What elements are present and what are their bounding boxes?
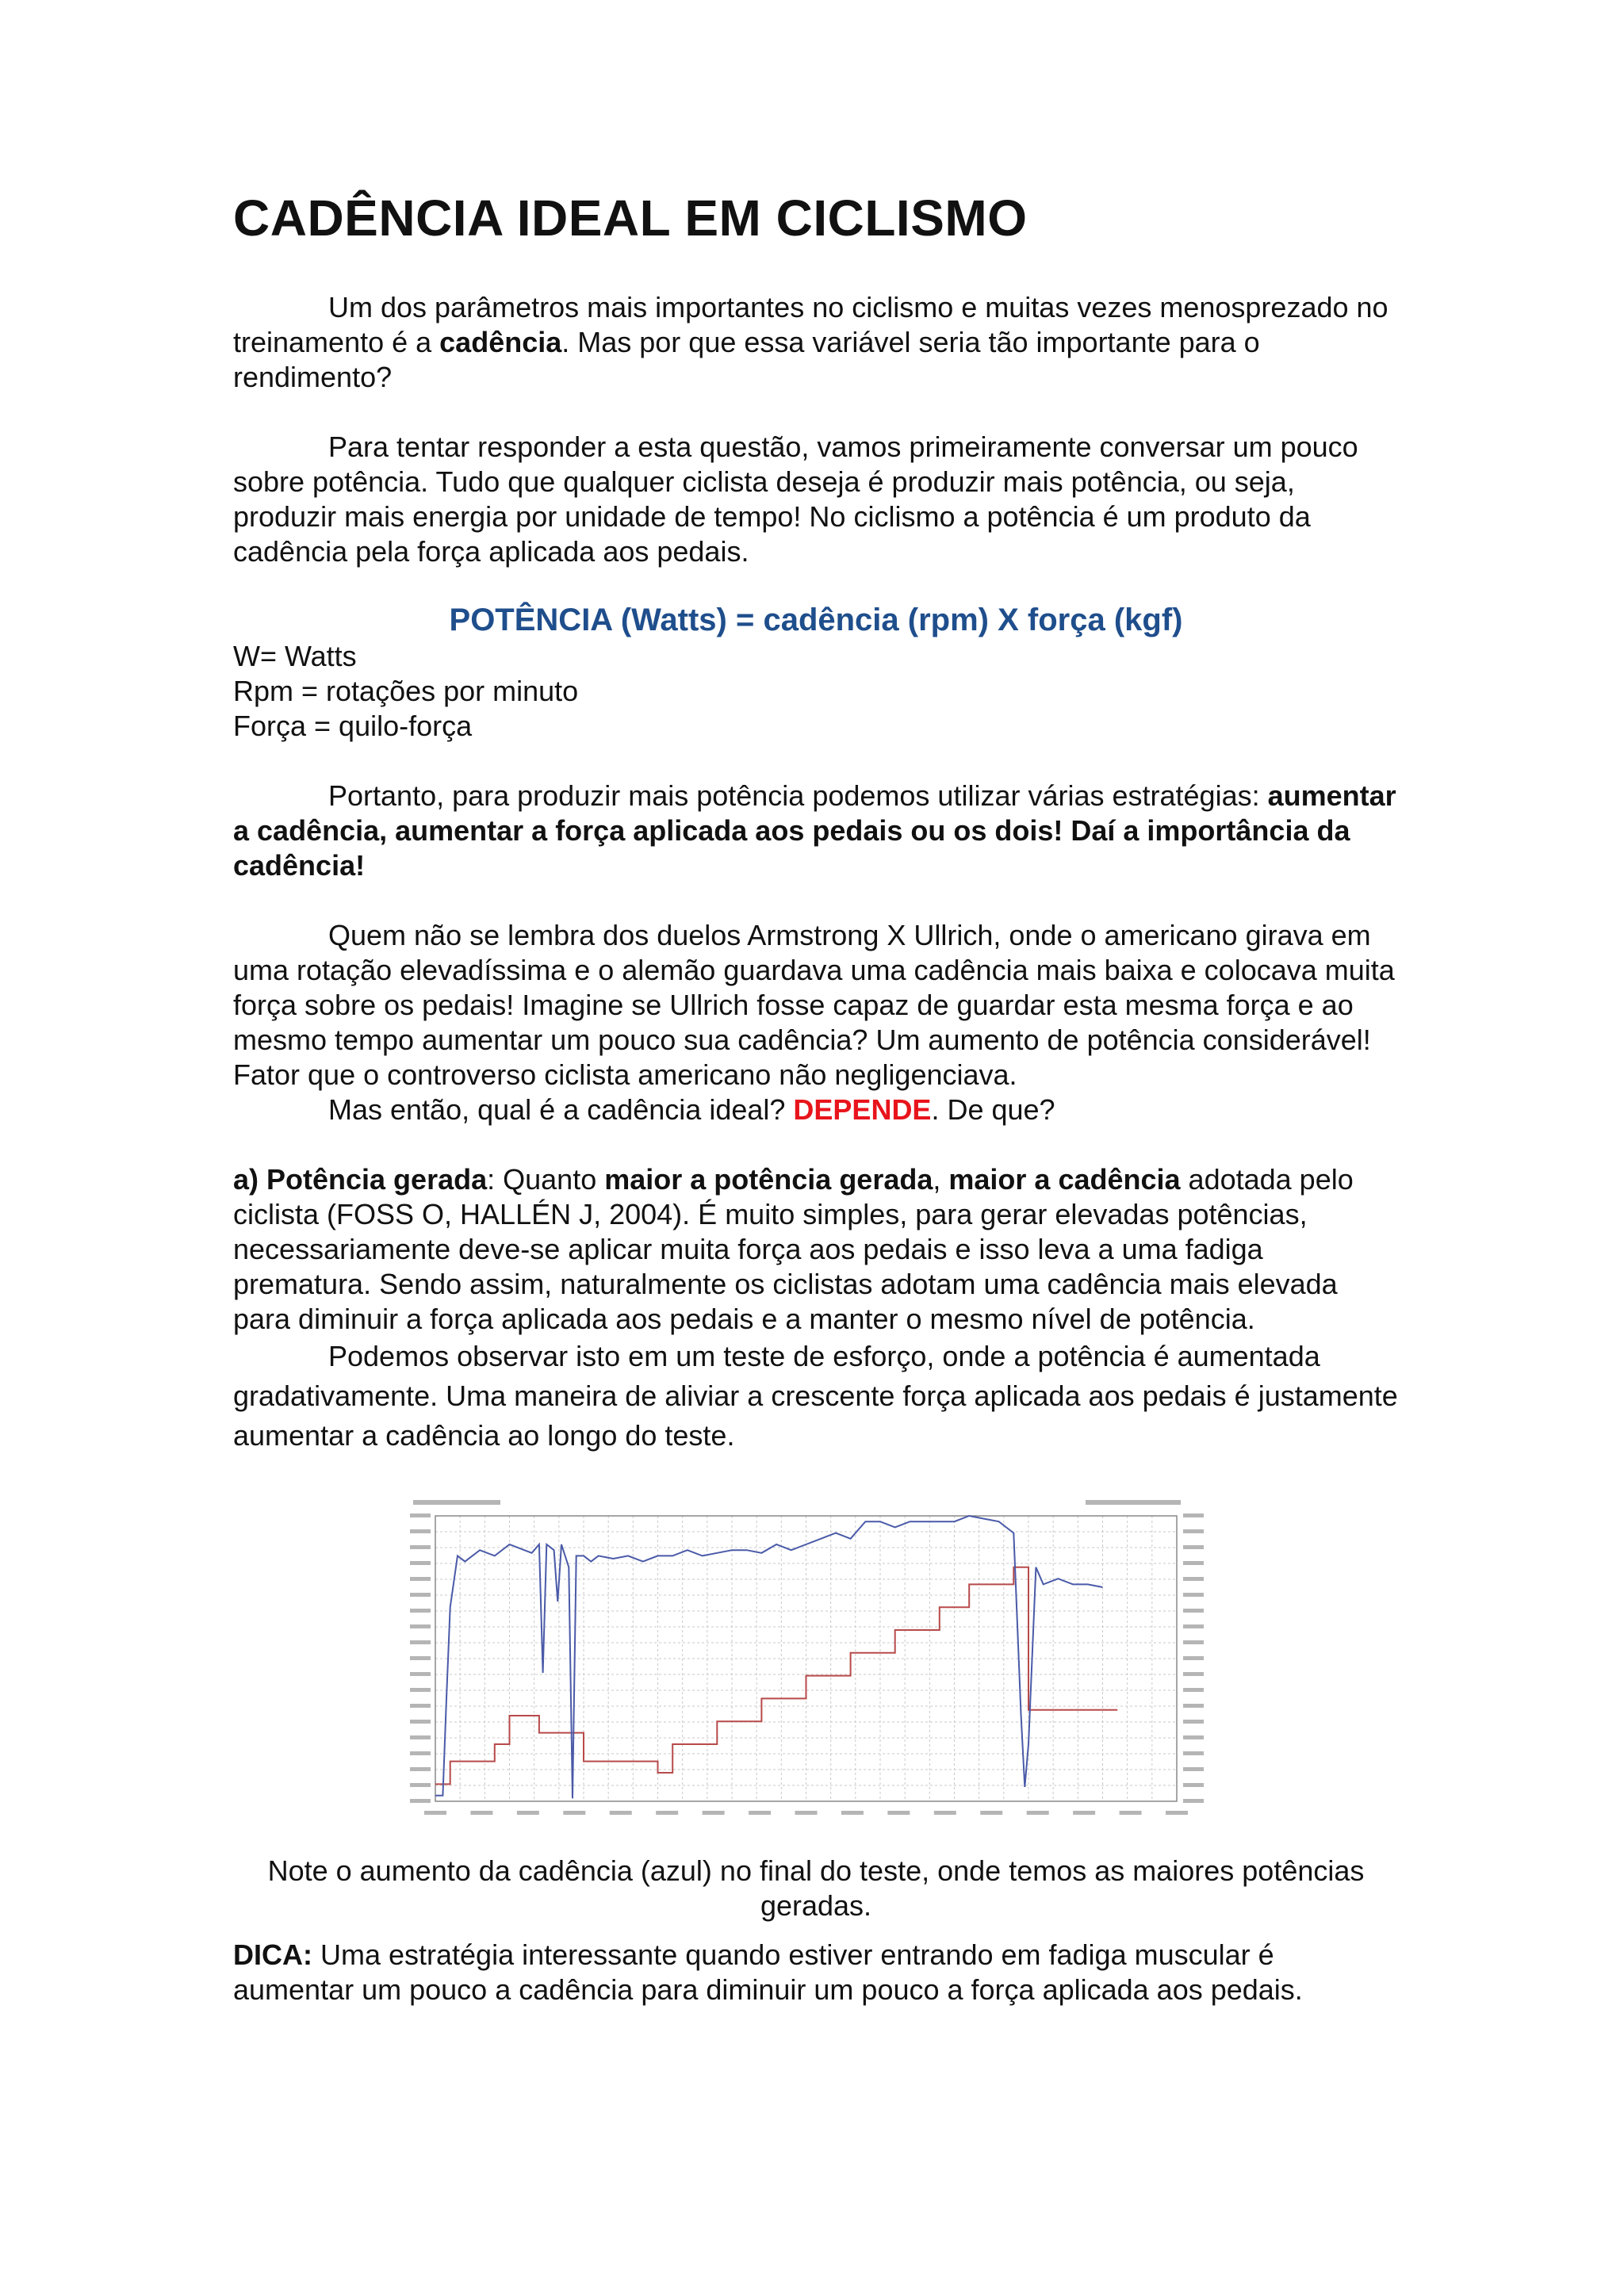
section-a-paragraph [233,1162,1399,1337]
section-a-text-3: adotada pelo ciclista (FOSS O, HALLÉN J, 2004). É muito simples, para gerar elevadas potências, necessariamente deve-se aplicar muita força aos pedais e isso leva a uma fadiga prematura. Sendo assim, naturalmente os ciclistas adotam uma cadência mais elevada para diminuir a força aplicada aos pedais e a manter o mesmo nível de potência. [233,1163,1354,1336]
left-tick-label [410,1609,431,1613]
bottom-tick-label [610,1811,632,1815]
document-body [233,190,1399,2007]
left-tick-label [410,1767,431,1771]
section-a-paragraph-2: Podemos observar isto em um teste de esforço, onde a potência é aumentada gradativamente. Uma maneira de aliviar a crescente força aplicada aos pedais é justamente aumentar a cadência ao longo do teste. [233,1340,1398,1452]
right-tick-label [1183,1656,1204,1660]
bottom-tick-label [517,1811,539,1815]
right-tick-label [1183,1720,1204,1724]
left-tick-label [410,1751,431,1755]
bottom-tick-label [1027,1811,1049,1815]
right-tick-label [1183,1704,1204,1708]
strategies-bold: aumentar a cadência, aumentar a força aplicada aos pedais ou os dois! Daí a importância da cadência! [233,779,1396,882]
right-tick-label [1183,1640,1204,1644]
bottom-tick-label [795,1811,818,1815]
left-tick-label [410,1799,431,1803]
left-tick-label [410,1545,431,1549]
right-tick-label [1183,1783,1204,1787]
legend-forca: Força = quilo-força [233,710,473,743]
right-tick-label [1183,1735,1204,1739]
left-tick-label [410,1624,431,1628]
left-tick-label [410,1688,431,1692]
chart-background [404,1494,1228,1827]
left-tick-label [410,1704,431,1708]
right-tick-label [1183,1751,1204,1755]
power-cadence-chart [404,1494,1228,1827]
legend-rpm: Rpm = rotações por minuto [233,675,579,708]
left-tick-label [410,1783,431,1787]
depende-highlight: DEPENDE [793,1093,932,1127]
bottom-tick-label [887,1811,910,1815]
bottom-tick-label [1120,1811,1142,1815]
intro-paragraph-2: Para tentar responder a esta questão, vamos primeiramente conversar um pouco sobre potência. Tudo que qualquer ciclista deseja é produzir mais potência, ou seja, produzir mais energia por unidade de tempo! No ciclismo a potência é um produto da cadência pela força aplicada aos pedais. [233,430,1358,568]
bottom-tick-label [424,1811,446,1815]
bottom-tick-label [470,1811,492,1815]
section-a-label: a) Potência gerada [233,1163,488,1196]
right-tick-label [1183,1624,1204,1628]
left-tick-label [410,1672,431,1676]
bottom-tick-label [980,1811,1002,1815]
bottom-tick-label [563,1811,585,1815]
intro-paragraph-1 [233,290,1399,395]
power-formula: POTÊNCIA (Watts) = cadência (rpm) X força (kgf) [449,603,1183,638]
tip-paragraph [233,1938,1399,2007]
duels-paragraph: Quem não se lembra dos duelos Armstrong X Ullrich, onde o americano girava em uma rotação elevadíssima e o alemão guardava uma cadência mais baixa e colocava muita força sobre os pedais! Imagine se Ullrich fosse capaz de guardar esta mesma força e ao mesmo tempo aumentar um pouco sua cadência? Um aumento de potência considerável! Fator que o controverso ciclista americano não negligenciava. [233,919,1395,1092]
left-tick-label [410,1561,431,1565]
strategies-text: Portanto, para produzir mais potência podemos utilizar várias estratégias: [328,779,1268,813]
tip-text: Uma estratégia interessante quando estiver entrando em fadiga muscular é aumentar um pouco a cadência para diminuir um pouco a força aplicada aos pedais. [233,1938,1303,2007]
right-tick-label [1183,1545,1204,1549]
right-tick-label [1183,1513,1204,1517]
right-tick-label [1183,1688,1204,1692]
right-tick-label [1183,1593,1204,1597]
right-tick-label [1183,1577,1204,1581]
bottom-tick-label [656,1811,678,1815]
section-a-text-2: , [933,1163,949,1196]
bottom-tick-label [841,1811,864,1815]
left-tick-label [410,1577,431,1581]
left-axis-title [413,1500,500,1505]
section-a-bold-1: maior a potência gerada [604,1163,933,1196]
legend-watts: W= Watts [233,640,357,673]
bottom-tick-label [1073,1811,1095,1815]
right-tick-label [1183,1799,1204,1803]
bottom-tick-label [1166,1811,1188,1815]
question-end: . De que? [931,1093,1055,1127]
left-tick-label [410,1656,431,1660]
left-tick-label [410,1640,431,1644]
right-axis-title [1086,1500,1181,1505]
intro-text-end: . Mas por que essa variável seria tão importante para o rendimento? [233,326,1260,394]
left-tick-label [410,1720,431,1724]
bottom-tick-label [934,1811,956,1815]
right-tick-label [1183,1609,1204,1613]
ideal-cadence-question [233,1093,1399,1127]
section-a-text-1: : Quanto [487,1163,605,1196]
tip-label: DICA: [233,1938,312,1972]
page-title: CADÊNCIA IDEAL EM CICLISMO [233,189,1028,247]
left-tick-label [410,1735,431,1739]
intro-bold-cadencia: cadência [439,326,562,359]
right-tick-label [1183,1561,1204,1565]
section-a-bold-2: maior a cadência [948,1163,1181,1196]
right-tick-label [1183,1767,1204,1771]
right-tick-label [1183,1529,1204,1533]
chart-caption: Note o aumento da cadência (azul) no final do teste, onde temos as maiores potências geradas. [267,1854,1365,1923]
right-tick-label [1183,1672,1204,1676]
bottom-tick-label [703,1811,725,1815]
left-tick-label [410,1529,431,1533]
chart-svg [404,1494,1228,1827]
left-tick-label [410,1513,431,1517]
intro-text: Um dos parâmetros mais importantes no ciclismo e muitas vezes menosprezado no treinamento é a [233,291,1388,359]
bottom-tick-label [749,1811,771,1815]
strategies-paragraph [233,779,1399,883]
question-text: Mas então, qual é a cadência ideal? [328,1093,794,1127]
left-tick-label [410,1593,431,1597]
